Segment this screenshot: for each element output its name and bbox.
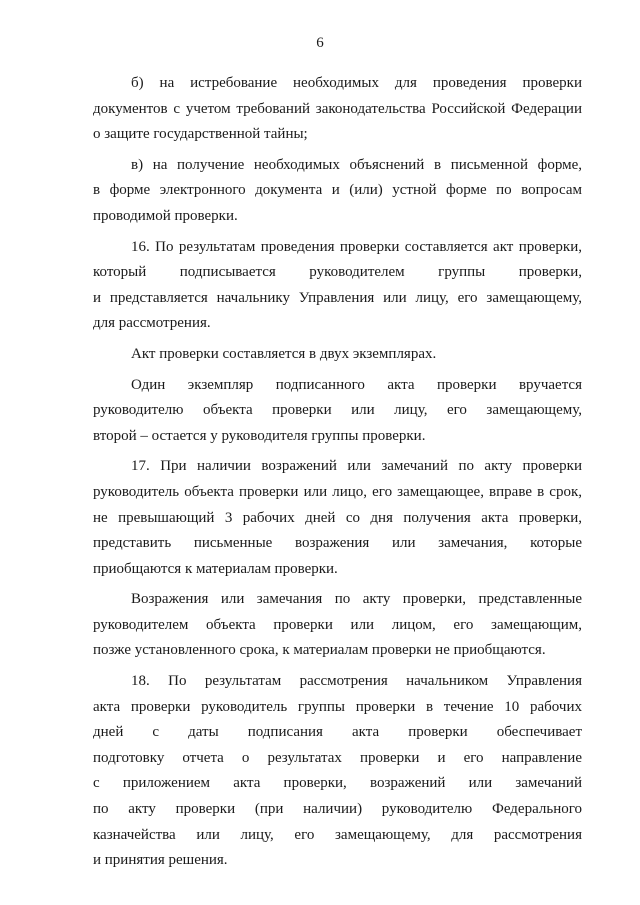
page-number: 6 (316, 35, 324, 51)
text-line: 18. По результатам рассмотрения начальником Управления (131, 673, 582, 690)
text-line: приобщаются к материалам проверки. (93, 560, 338, 577)
text-line: второй – остается у руководителя группы проверки. (93, 427, 426, 444)
text-line: в форме электронного документа и (или) устной форме по вопросам (93, 182, 582, 199)
text-line: казначейства или лицу, его замещающему, для рассмотрения (93, 826, 582, 843)
text-line: по акту проверки (при наличии) руководителю Федерального (93, 801, 582, 818)
paragraph (93, 342, 582, 368)
text-line: с приложением акта проверки, возражений или замечаний (93, 775, 582, 792)
paragraph (93, 153, 582, 230)
text-line: 17. При наличии возражений или замечаний по акту проверки (131, 458, 582, 475)
text-line: руководителю объекта проверки или лицу, его замещающему, (93, 402, 582, 419)
text-line: 16. По результатам проведения проверки составляется акт проверки, (131, 238, 582, 255)
text-line: который подписывается руководителем группы проверки, (93, 264, 582, 281)
text-line: дней с даты подписания акта проверки обеспечивает (93, 724, 582, 741)
text-line: проводимой проверки. (93, 207, 238, 224)
text-line: и представляется начальнику Управления или лицу, его замещающему, (93, 289, 582, 306)
paragraph (93, 235, 582, 337)
paragraph (93, 669, 582, 874)
text-line: для рассмотрения. (93, 315, 211, 332)
text-line: подготовку отчета о результатах проверки и его направление (93, 749, 582, 766)
text-line: Один экземпляр подписанного акта проверки вручается (131, 376, 582, 393)
text-line: Возражения или замечания по акту проверки, представленные (131, 591, 582, 608)
text-line: акта проверки руководитель группы проверки в течение 10 рабочих (93, 698, 582, 715)
text-line: позже установленного срока, к материалам проверки не приобщаются. (93, 642, 546, 659)
text-line: представить письменные возражения или замечания, которые (93, 535, 582, 552)
text-line: документов с учетом требований законодательства Российской Федерации (93, 100, 582, 117)
paragraph (93, 71, 582, 148)
text-line: о защите государственной тайны; (93, 126, 308, 143)
text-line: б) на истребование необходимых для проведения проверки (131, 75, 582, 91)
paragraph (93, 373, 582, 450)
text-line: в) на получение необходимых объяснений в письменной форме, (131, 156, 582, 173)
paragraph (93, 454, 582, 582)
text-line: руководителем объекта проверки или лицом, его замещающим, (93, 616, 582, 633)
text-line: Акт проверки составляется в двух экземплярах. (131, 345, 437, 362)
text-line: и принятия решения. (93, 852, 228, 869)
text-line: руководитель объекта проверки или лицо, его замещающее, вправе в срок, (93, 483, 582, 500)
document-body (93, 71, 582, 879)
text-line: не превышающий 3 рабочих дней со дня получения акта проверки, (93, 509, 582, 526)
paragraph (93, 587, 582, 664)
